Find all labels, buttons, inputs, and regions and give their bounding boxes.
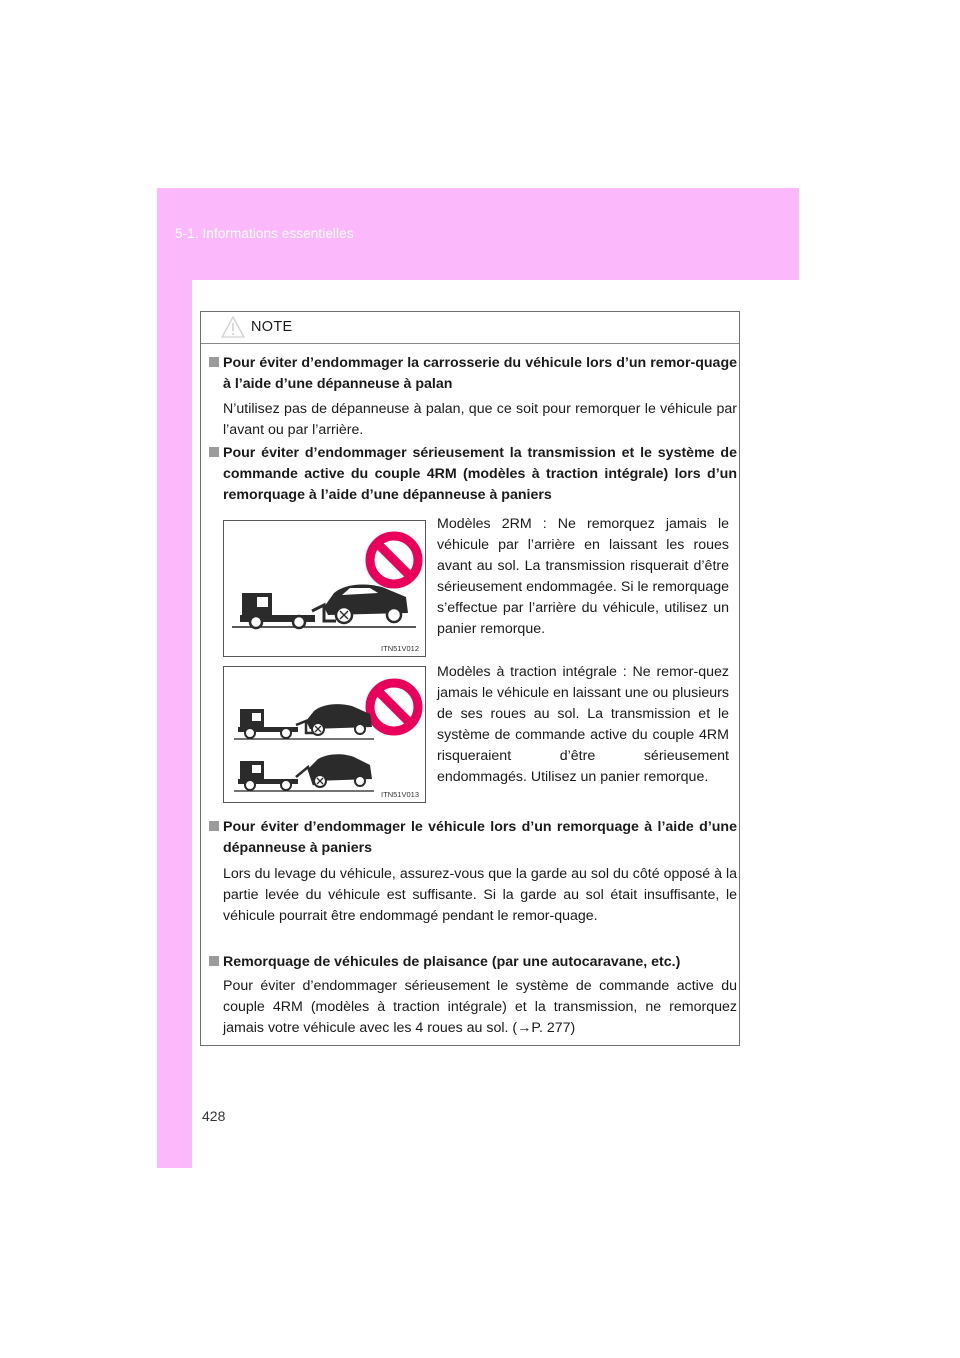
prohibition-icon (370, 536, 418, 584)
section-heading: Pour éviter d’endommager le véhicule lors d’un remorquage à l’aide d’une dépanneuse à paniers (209, 817, 737, 859)
page-number: 428 (202, 1108, 226, 1124)
bullet-square-icon (209, 821, 219, 831)
section-title: 5-1. Informations essentielles (175, 226, 354, 241)
section-heading: Remorquage de véhicules de plaisance (par une autocaravane, etc.) (209, 952, 737, 973)
illustration-code: ITN51V012 (381, 644, 419, 653)
section-heading: Pour éviter d’endommager sérieusement la transmission et le système de commande active du couple 4RM (modèles à traction intégrale) lors d’un remorquage à l’aide d’une dépanneuse à paniers (209, 443, 737, 506)
warning-triangle-icon (221, 316, 245, 343)
bullet-square-icon (209, 956, 219, 966)
section-text: Lors du levage du véhicule, assurez-vous que la garde au sol du côté opposé à la partie levée du véhicule est suffisante. Si la garde au sol était insuffisante, le véhicule pourrait être endommagé pendant le remor-quage. (223, 866, 737, 924)
section-text: N’utilisez pas de dépanneuse à palan, que ce soit pour remorquer le véhicule par l’avant ou par l’arrière. (223, 401, 737, 438)
bullet-square-icon (209, 357, 219, 367)
illustration-2wd (223, 520, 426, 657)
note-title: NOTE (251, 319, 293, 335)
illustration-code: ITN51V013 (381, 790, 419, 799)
illustration-text: Modèles à traction intégrale : Ne remor-quez jamais le véhicule en laissant une ou plusieurs de ses roues au sol. La transmission et le système de commande active du couple 4RM risqueraient d’être sérieusement endommagés. Utilisez un panier remorque. (437, 664, 729, 785)
note-header (201, 312, 739, 344)
illustration-awd (223, 666, 426, 803)
section-text: Pour éviter d’endommager sérieusement le système de commande active du couple 4RM (modèles à traction intégrale) et la transmission, ne remorquez jamais votre véhicule avec les 4 roues au sol. (→P. 277) (223, 978, 737, 1036)
section-heading: Pour éviter d’endommager la carrosserie du véhicule lors d’un remor-quage à l’aide d’une dépanneuse à palan (209, 353, 737, 395)
illustration-text: Modèles 2RM : Ne remorquez jamais le véhicule par l’arrière en laissant les roues avant au sol. La transmission risquerait d’être sérieusement endommagée. Si le remorquage s’effectue par l’arrière du véhicule, utilisez un panier remorque. (437, 516, 729, 637)
prohibition-icon (370, 683, 418, 731)
side-strip (157, 280, 192, 1168)
bullet-square-icon (209, 447, 219, 457)
note-box (200, 311, 740, 1046)
